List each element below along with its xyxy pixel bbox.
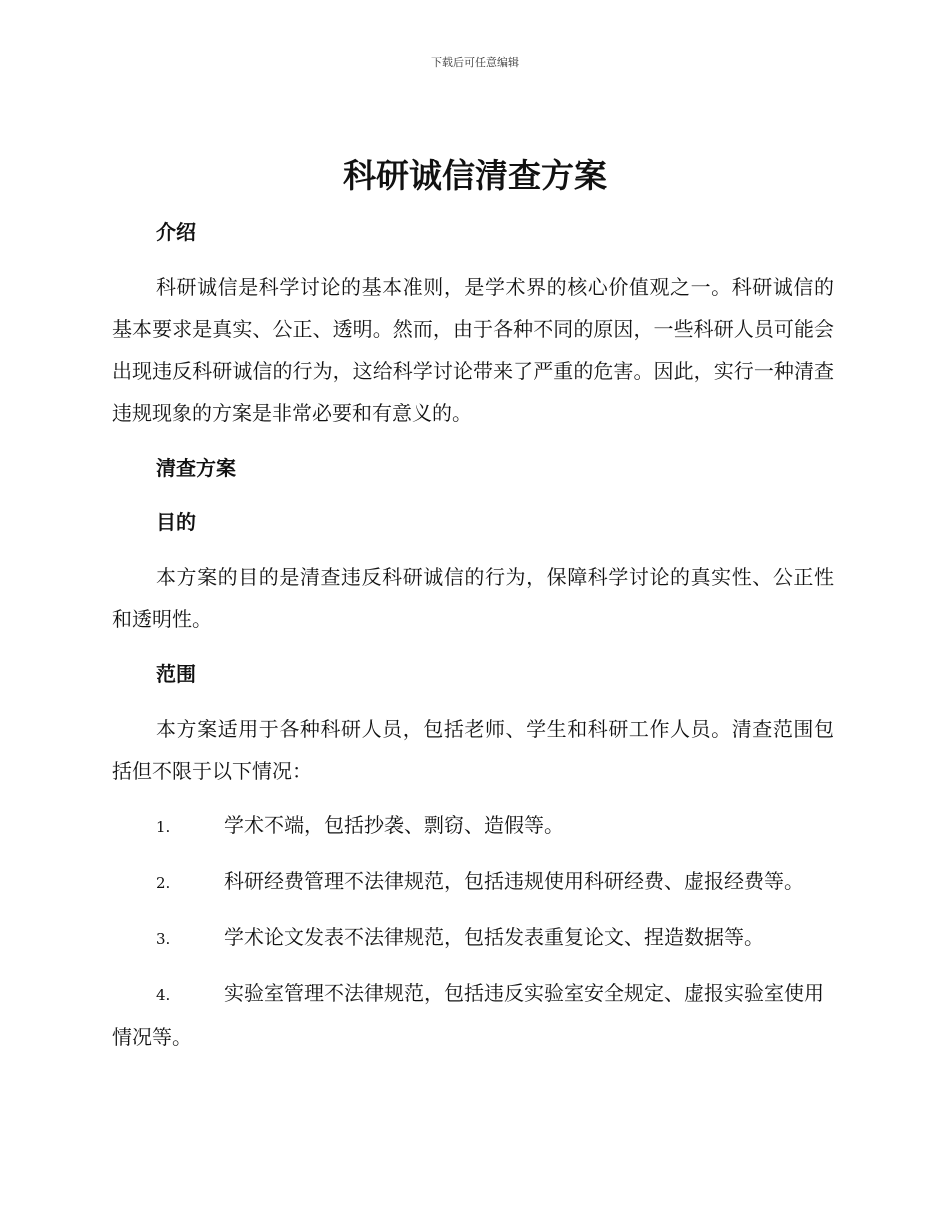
- paragraph-intro: 科研诚信是科学讨论的基本准则，是学术界的核心价值观之一。科研诚信的基本要求是真实、公正、透明。然而，由于各种不同的原因，一些科研人员可能会出现违反科研诚信的行为，这给科学讨论带来了严重的危害。因此，实行一种清查违规现象的方案是非常必要和有意义的。: [112, 275, 834, 425]
- list-item-text: 学术论文发表不法律规范，包括发表重复论文、捏造数据等。: [224, 925, 764, 949]
- heading-scope: 范围: [156, 662, 196, 686]
- paragraph-purpose: 本方案的目的是清查违反科研诚信的行为，保障科学讨论的真实性、公正性和透明性。: [112, 565, 834, 631]
- list-item-number: 4.: [156, 986, 171, 1004]
- heading-intro: 介绍: [156, 220, 196, 244]
- list-item-number: 1.: [156, 818, 171, 836]
- document-body: [112, 200, 834, 1058]
- list-item-number: 3.: [156, 930, 171, 948]
- list-item-text: 学术不端，包括抄袭、剽窃、造假等。: [224, 813, 564, 837]
- heading-purpose: 目的: [156, 510, 196, 534]
- paragraph-scope: 本方案适用于各种科研人员，包括老师、学生和科研工作人员。清查范围包括但不限于以下情况：: [112, 717, 834, 783]
- list-item-text: 实验室管理不法律规范，包括违反实验室安全规定、虚报实验室使用情况等。: [112, 981, 824, 1049]
- list-item: [112, 972, 834, 1058]
- list-item: [112, 916, 834, 960]
- heading-plan: 清查方案: [156, 456, 236, 480]
- list-item-number: 2.: [156, 874, 171, 892]
- document-title: 科研诚信清查方案: [343, 156, 607, 195]
- page-header: 下载后可任意编辑: [431, 56, 519, 69]
- list-item: [112, 860, 834, 904]
- list-item: [112, 804, 834, 848]
- list-item-text: 科研经费管理不法律规范，包括违规使用科研经费、虚报经费等。: [224, 869, 804, 893]
